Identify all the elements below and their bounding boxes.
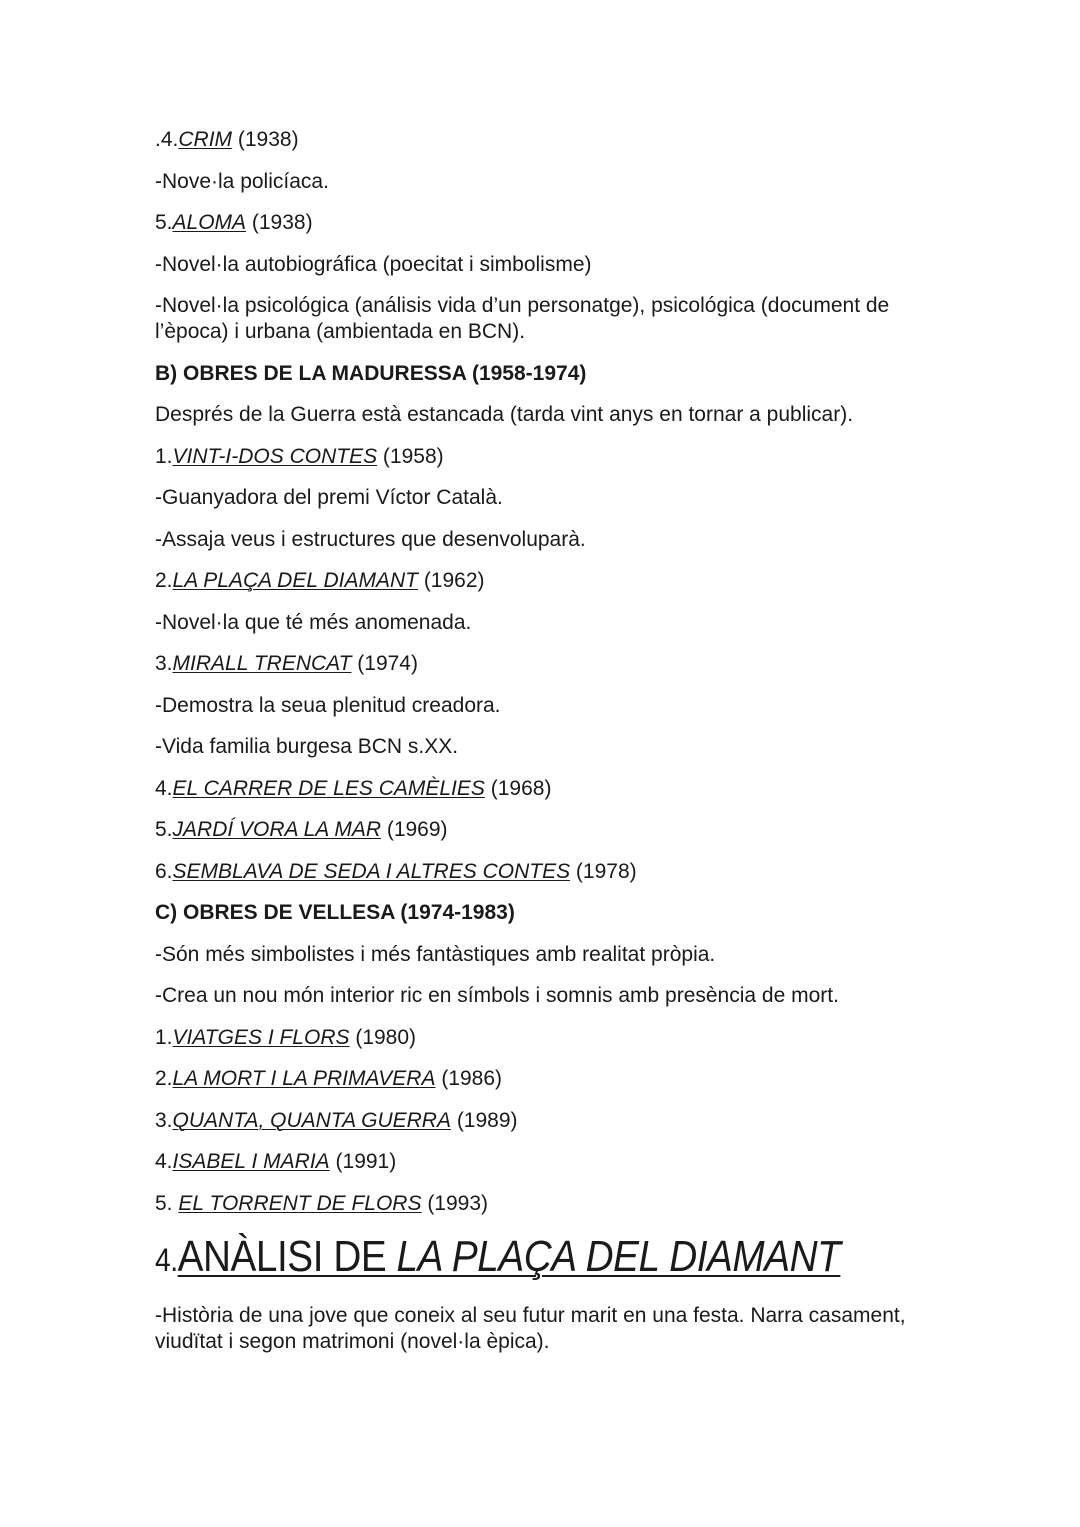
- work-year: (1968): [484, 776, 552, 800]
- work-year: (1938): [232, 128, 299, 151]
- work-title: EL CARRER DE LES CAMÈLIES: [172, 776, 485, 800]
- work-title: MIRALL TRENCAT: [172, 652, 352, 675]
- work-entry-vint-i-dos-contes: [155, 444, 945, 470]
- work-year: (1969): [381, 818, 448, 841]
- work-year: (1974): [351, 652, 418, 675]
- work-entry-semblava-de-seda: [155, 859, 945, 885]
- section-number: 4.: [155, 1242, 178, 1278]
- entry-number: 1.: [155, 444, 173, 468]
- entry-number: 2.: [155, 1067, 173, 1090]
- section-title-plain: ANÀLISI DE: [177, 1232, 397, 1281]
- note-line: -Novel·la que té més anomenada.: [155, 610, 472, 634]
- section-title-italic: LA PLAÇA DEL DIAMANT: [396, 1232, 841, 1281]
- note-paragraph: -Novel·la psicológica (análisis vida d’un personatge), psicológica (document de l’època) i urbana (ambientada en BCN).: [155, 294, 890, 343]
- section-title: [178, 1232, 841, 1281]
- entry-number: 5.: [155, 818, 173, 841]
- work-title: EL TORRENT DE FLORS: [178, 1191, 422, 1215]
- work-entry-mirall-trencat: [155, 651, 945, 677]
- work-entry-viatges-i-flors: [155, 1025, 945, 1051]
- work-year: (1986): [435, 1067, 503, 1090]
- document-body: [155, 127, 945, 1371]
- note-line: -Crea un nou món interior ric en símbols i somnis amb presència de mort.: [155, 984, 839, 1007]
- work-title: VINT-I-DOS CONTES: [172, 444, 378, 468]
- work-entry-el-torrent-de-flors: [155, 1191, 945, 1217]
- work-entry-la-mort-i-la-primavera: [155, 1066, 945, 1092]
- work-title: QUANTA, QUANTA GUERRA: [172, 1108, 451, 1132]
- work-entry-isabel-i-maria: [155, 1149, 945, 1175]
- entry-number: 5.: [155, 211, 173, 234]
- work-title: CRIM: [178, 128, 233, 151]
- work-year: (1989): [450, 1108, 518, 1132]
- work-year: (1958): [377, 444, 444, 468]
- work-title: VIATGES I FLORS: [172, 1025, 350, 1049]
- entry-number: .4.: [155, 128, 179, 151]
- work-year: (1993): [421, 1191, 489, 1215]
- entry-number: 5.: [155, 1191, 179, 1215]
- section-heading-maduressa: B) OBRES DE LA MADURESSA (1958-1974): [155, 361, 587, 385]
- work-title: JARDÍ VORA LA MAR: [172, 818, 381, 841]
- work-year: (1962): [417, 569, 485, 592]
- entry-number: 3.: [155, 1108, 173, 1132]
- note-line: Després de la Guerra està estancada (tarda vint anys en tornar a publicar).: [155, 403, 854, 426]
- entry-number: 2.: [155, 569, 173, 592]
- work-entry-el-carrer-de-les-camelies: [155, 776, 945, 802]
- work-entry-quanta-quanta-guerra: [155, 1108, 945, 1134]
- work-title: ALOMA: [172, 211, 247, 234]
- section-heading-analisi: [155, 1232, 850, 1285]
- entry-number: 4.: [155, 776, 173, 800]
- entry-number: 3.: [155, 652, 173, 675]
- work-year: (1991): [329, 1150, 397, 1173]
- work-title: ISABEL I MARIA: [172, 1150, 330, 1173]
- entry-number: 1.: [155, 1025, 173, 1049]
- work-entry-crim: [155, 127, 945, 153]
- note-line: -Són més simbolistes i més fantàstiques amb realitat pròpia.: [155, 942, 716, 966]
- note-line: -Demostra la seua plenitud creadora.: [155, 693, 501, 717]
- work-title: LA PLAÇA DEL DIAMANT: [172, 569, 418, 592]
- work-title: SEMBLAVA DE SEDA I ALTRES CONTES: [172, 859, 571, 883]
- work-year: (1980): [349, 1025, 417, 1049]
- section-heading-vellesa: C) OBRES DE VELLESA (1974-1983): [155, 901, 515, 924]
- entry-number: 6.: [155, 859, 173, 883]
- work-title: LA MORT I LA PRIMAVERA: [172, 1067, 436, 1090]
- closing-paragraph: -Història de una jove que coneix al seu futur marit en una festa. Narra casament, viudïtat i segon matrimoni (novel·la èpica).: [155, 1304, 906, 1353]
- note-line: -Guanyadora del premi Víctor Català.: [155, 486, 503, 509]
- work-entry-jardi-vora-la-mar: [155, 817, 945, 843]
- note-line: -Nove·la policíaca.: [155, 169, 329, 193]
- work-year: (1978): [570, 859, 637, 883]
- entry-number: 4.: [155, 1150, 173, 1173]
- work-entry-la-placa-del-diamant: [155, 568, 945, 594]
- note-line: -Novel·la autobiográfica (poecitat i simbolisme): [155, 252, 592, 276]
- note-line: -Vida familia burgesa BCN s.XX.: [155, 735, 459, 758]
- work-year: (1938): [246, 211, 313, 234]
- note-line: -Assaja veus i estructures que desenvoluparà.: [155, 527, 586, 551]
- work-entry-aloma: [155, 210, 945, 236]
